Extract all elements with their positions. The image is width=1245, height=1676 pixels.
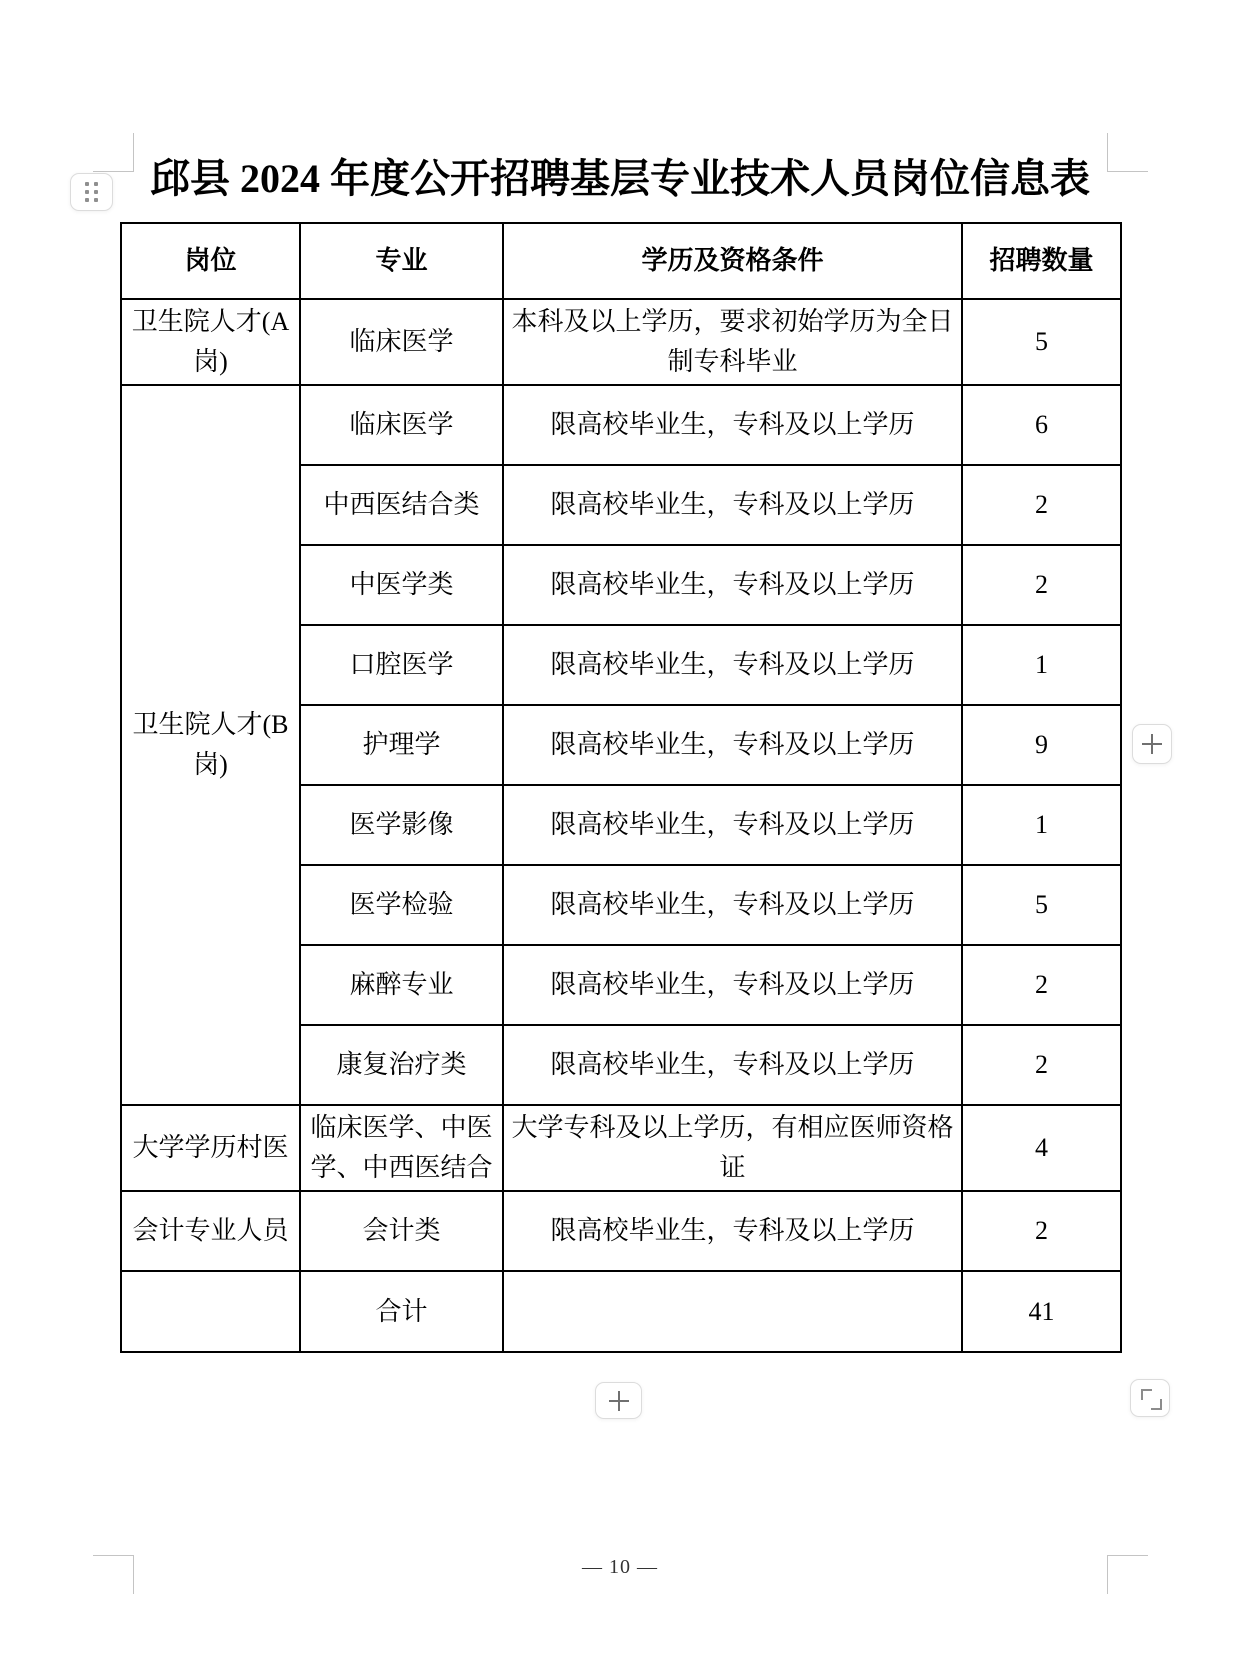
table-cell[interactable]: 6	[962, 385, 1121, 465]
table-cell[interactable]	[121, 1271, 300, 1352]
table-cell[interactable]: 2	[962, 465, 1121, 545]
table-cell[interactable]: 2	[962, 1025, 1121, 1105]
table-cell[interactable]: 医学影像	[300, 785, 503, 865]
expand-fullscreen-icon	[1151, 1399, 1162, 1410]
table-cell[interactable]: 护理学	[300, 705, 503, 785]
table-cell[interactable]: 会计类	[300, 1191, 503, 1271]
table-cell[interactable]: 限高校毕业生，专科及以上学历	[503, 1191, 962, 1271]
positions-table	[120, 222, 1122, 1353]
table-cell[interactable]: 2	[962, 1191, 1121, 1271]
table-row	[121, 299, 1121, 385]
table-cell[interactable]: 会计专业人员	[121, 1191, 300, 1271]
table-cell[interactable]: 4	[962, 1105, 1121, 1191]
block-drag-handle[interactable]	[70, 173, 113, 211]
table-cell[interactable]: 限高校毕业生，专科及以上学历	[503, 545, 962, 625]
table-cell[interactable]: 1	[962, 625, 1121, 705]
table-cell[interactable]: 麻醉专业	[300, 945, 503, 1025]
table-cell[interactable]: 临床医学	[300, 299, 503, 385]
table-cell[interactable]: 限高校毕业生，专科及以上学历	[503, 385, 962, 465]
table-row	[121, 1271, 1121, 1352]
table-cell[interactable]: 2	[962, 545, 1121, 625]
table-cell[interactable]: 限高校毕业生，专科及以上学历	[503, 945, 962, 1025]
table-cell[interactable]: 医学检验	[300, 865, 503, 945]
table-cell[interactable]: 限高校毕业生，专科及以上学历	[503, 465, 962, 545]
table-row	[121, 385, 1121, 465]
table-cell[interactable]: 5	[962, 299, 1121, 385]
table-cell[interactable]: 卫生院人才(B岗)	[121, 385, 300, 1105]
table-cell[interactable]: 合计	[300, 1271, 503, 1352]
column-header[interactable]: 学历及资格条件	[503, 223, 962, 299]
table-row	[121, 1105, 1121, 1191]
table-cell[interactable]: 41	[962, 1271, 1121, 1352]
table-cell[interactable]	[503, 1271, 962, 1352]
table-cell[interactable]: 限高校毕业生，专科及以上学历	[503, 625, 962, 705]
expand-table-button[interactable]	[1130, 1379, 1170, 1417]
plus-icon	[1142, 734, 1162, 754]
page-number: — 10 —	[582, 1556, 658, 1578]
table-cell[interactable]: 康复治疗类	[300, 1025, 503, 1105]
table-cell[interactable]: 本科及以上学历，要求初始学历为全日制专科毕业	[503, 299, 962, 385]
add-row-button[interactable]	[595, 1382, 642, 1419]
table-cell[interactable]: 大学学历村医	[121, 1105, 300, 1191]
table-cell[interactable]: 1	[962, 785, 1121, 865]
table-container	[120, 222, 1120, 1353]
add-column-button[interactable]	[1132, 724, 1172, 764]
table-row	[121, 1191, 1121, 1271]
table-cell[interactable]: 口腔医学	[300, 625, 503, 705]
page-title: 邱县 2024 年度公开招聘基层专业技术人员岗位信息表	[150, 156, 1090, 201]
table-cell[interactable]: 大学专科及以上学历，有相应医师资格证	[503, 1105, 962, 1191]
table-cell[interactable]: 中西医结合类	[300, 465, 503, 545]
column-header[interactable]: 招聘数量	[962, 223, 1121, 299]
plus-icon	[609, 1391, 629, 1411]
six-dot-drag-handle-icon	[85, 182, 98, 202]
table-cell[interactable]: 5	[962, 865, 1121, 945]
table-cell[interactable]: 2	[962, 945, 1121, 1025]
table-cell[interactable]: 9	[962, 705, 1121, 785]
table-body	[121, 299, 1121, 1352]
table-cell[interactable]: 限高校毕业生，专科及以上学历	[503, 705, 962, 785]
column-header[interactable]: 岗位	[121, 223, 300, 299]
table-cell[interactable]: 卫生院人才(A岗)	[121, 299, 300, 385]
table-cell[interactable]: 限高校毕业生，专科及以上学历	[503, 785, 962, 865]
table-cell[interactable]: 限高校毕业生，专科及以上学历	[503, 865, 962, 945]
table-cell[interactable]: 临床医学、中医学、中西医结合	[300, 1105, 503, 1191]
table-cell[interactable]: 限高校毕业生，专科及以上学历	[503, 1025, 962, 1105]
column-header[interactable]: 专业	[300, 223, 503, 299]
table-cell[interactable]: 临床医学	[300, 385, 503, 465]
table-cell[interactable]: 中医学类	[300, 545, 503, 625]
table-header-row	[121, 223, 1121, 299]
